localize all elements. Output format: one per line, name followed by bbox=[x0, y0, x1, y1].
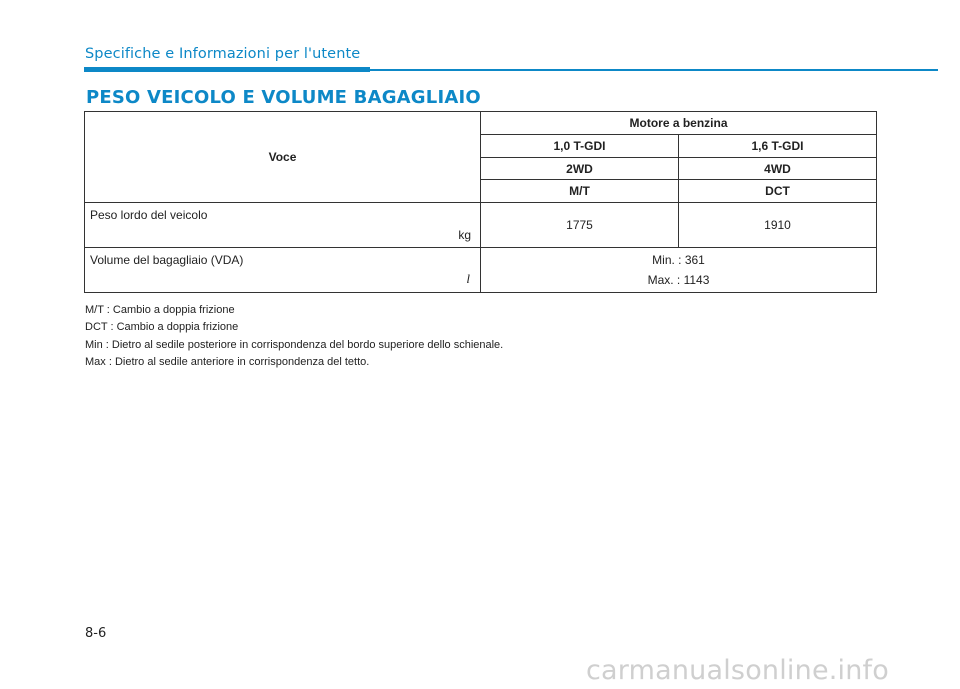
engine-cell: 1,0 T-GDI bbox=[481, 135, 679, 158]
watermark: carmanualsonline.info bbox=[586, 655, 889, 686]
row-label-cell bbox=[85, 248, 481, 293]
table-row bbox=[85, 203, 877, 248]
table-header-row bbox=[85, 112, 877, 135]
row-label-cell bbox=[85, 203, 481, 248]
engine-header-cell bbox=[481, 112, 877, 135]
engine-header: Motore a benzina bbox=[629, 116, 728, 130]
page-number: 8-6 bbox=[85, 626, 107, 641]
volume-max: Max. : 1143 bbox=[647, 273, 710, 287]
value-cell: 1910 bbox=[679, 203, 877, 248]
note-item: DCT : Cambio a doppia frizione bbox=[85, 321, 239, 334]
note-item: M/T : Cambio a doppia frizione bbox=[85, 304, 235, 316]
chapter-rule-thin bbox=[370, 69, 938, 71]
value-cell: 1775 bbox=[481, 203, 679, 248]
drive-cell: 4WD bbox=[679, 158, 877, 180]
chapter-title: Specifiche e Informazioni per l'utente bbox=[85, 46, 361, 62]
item-header: Voce bbox=[268, 150, 297, 164]
transmission-cell: M/T bbox=[481, 180, 679, 203]
notes-list bbox=[85, 302, 503, 371]
transmission-cell: DCT bbox=[679, 180, 877, 203]
table-row bbox=[85, 248, 877, 293]
volume-values-cell bbox=[481, 248, 877, 293]
section-title: PESO VEICOLO E VOLUME BAGAGLIAIO bbox=[86, 87, 481, 108]
note-item: Min : Dietro al sedile posteriore in corrispondenza del bordo superiore dello schienale. bbox=[85, 338, 504, 351]
item-header-cell bbox=[85, 112, 481, 203]
drive-cell: 2WD bbox=[481, 158, 679, 180]
row-unit: l bbox=[466, 271, 470, 286]
chapter-rule-thick bbox=[84, 67, 370, 72]
engine-cell: 1,6 T-GDI bbox=[679, 135, 877, 158]
spec-table bbox=[84, 111, 877, 293]
row-label: Peso lordo del veicolo bbox=[90, 208, 208, 222]
row-unit: kg bbox=[458, 228, 471, 242]
note-item: Max : Dietro al sedile anteriore in corrispondenza del tetto. bbox=[85, 355, 370, 368]
row-label: Volume del bagagliaio (VDA) bbox=[90, 253, 244, 267]
volume-min: Min. : 361 bbox=[652, 253, 705, 267]
